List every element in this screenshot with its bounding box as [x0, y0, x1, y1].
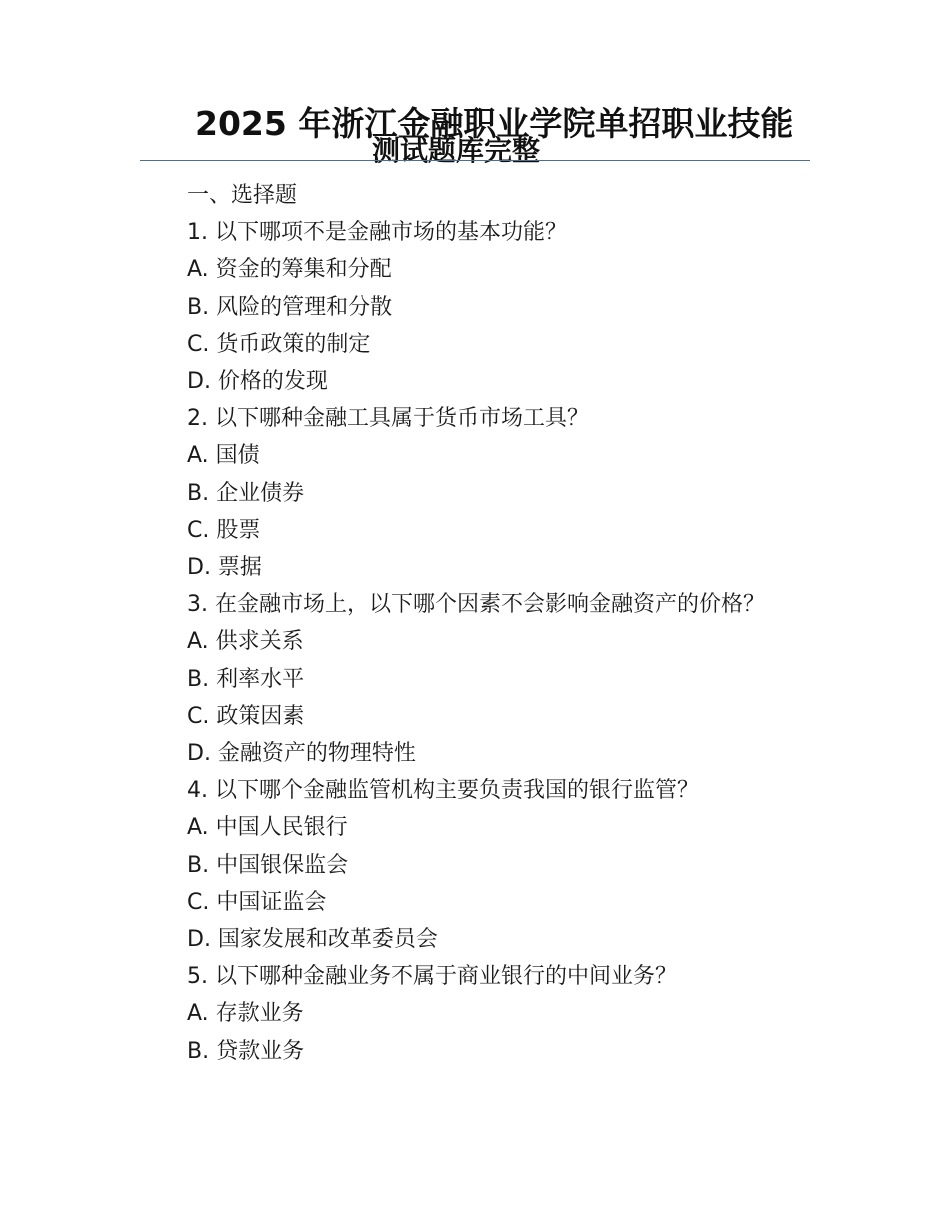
q5-option-a: A. 存款业务 [187, 1001, 304, 1027]
q1-option-a: A. 资金的筹集和分配 [187, 257, 392, 283]
title-line-2: 测试题库完整 [372, 134, 541, 167]
q4-option-b: B. 中国银保监会 [187, 852, 349, 878]
q4-option-d: D. 国家发展和改革委员会 [187, 927, 438, 953]
q3-option-a: A. 供求关系 [187, 629, 304, 655]
q4-option-c: C. 中国证监会 [187, 889, 327, 915]
title-underline [140, 160, 810, 161]
section-heading: 一、选择题 [187, 183, 298, 208]
q2-option-a: A. 国债 [187, 443, 260, 469]
title-line-1: 2025 年浙江金融职业学院单招职业技能 [195, 104, 794, 143]
q1-option-d: D. 价格的发现 [187, 369, 328, 395]
document-title [140, 104, 810, 167]
question-1: 1. 以下哪项不是金融市场的基本功能？ [187, 220, 567, 246]
q3-option-c: C. 政策因素 [187, 703, 305, 729]
q3-option-b: B. 利率水平 [187, 666, 305, 692]
question-5: 5. 以下哪种金融业务不属于商业银行的中间业务？ [187, 964, 677, 990]
document-body [140, 177, 810, 1070]
q5-option-b: B. 贷款业务 [187, 1038, 305, 1064]
q2-option-c: C. 股票 [187, 517, 261, 543]
q3-option-d: D. 金融资产的物理特性 [187, 741, 416, 767]
q4-option-a: A. 中国人民银行 [187, 815, 348, 841]
q2-option-d: D. 票据 [187, 555, 262, 581]
q2-option-b: B. 企业债券 [187, 480, 305, 506]
question-4: 4. 以下哪个金融监管机构主要负责我国的银行监管？ [187, 778, 699, 804]
question-3: 3. 在金融市场上，以下哪个因素不会影响金融资产的价格？ [187, 592, 765, 618]
q1-option-b: B. 风险的管理和分散 [187, 294, 393, 320]
q1-option-c: C. 货币政策的制定 [187, 331, 371, 357]
question-2: 2. 以下哪种金融工具属于货币市场工具？ [187, 406, 589, 432]
